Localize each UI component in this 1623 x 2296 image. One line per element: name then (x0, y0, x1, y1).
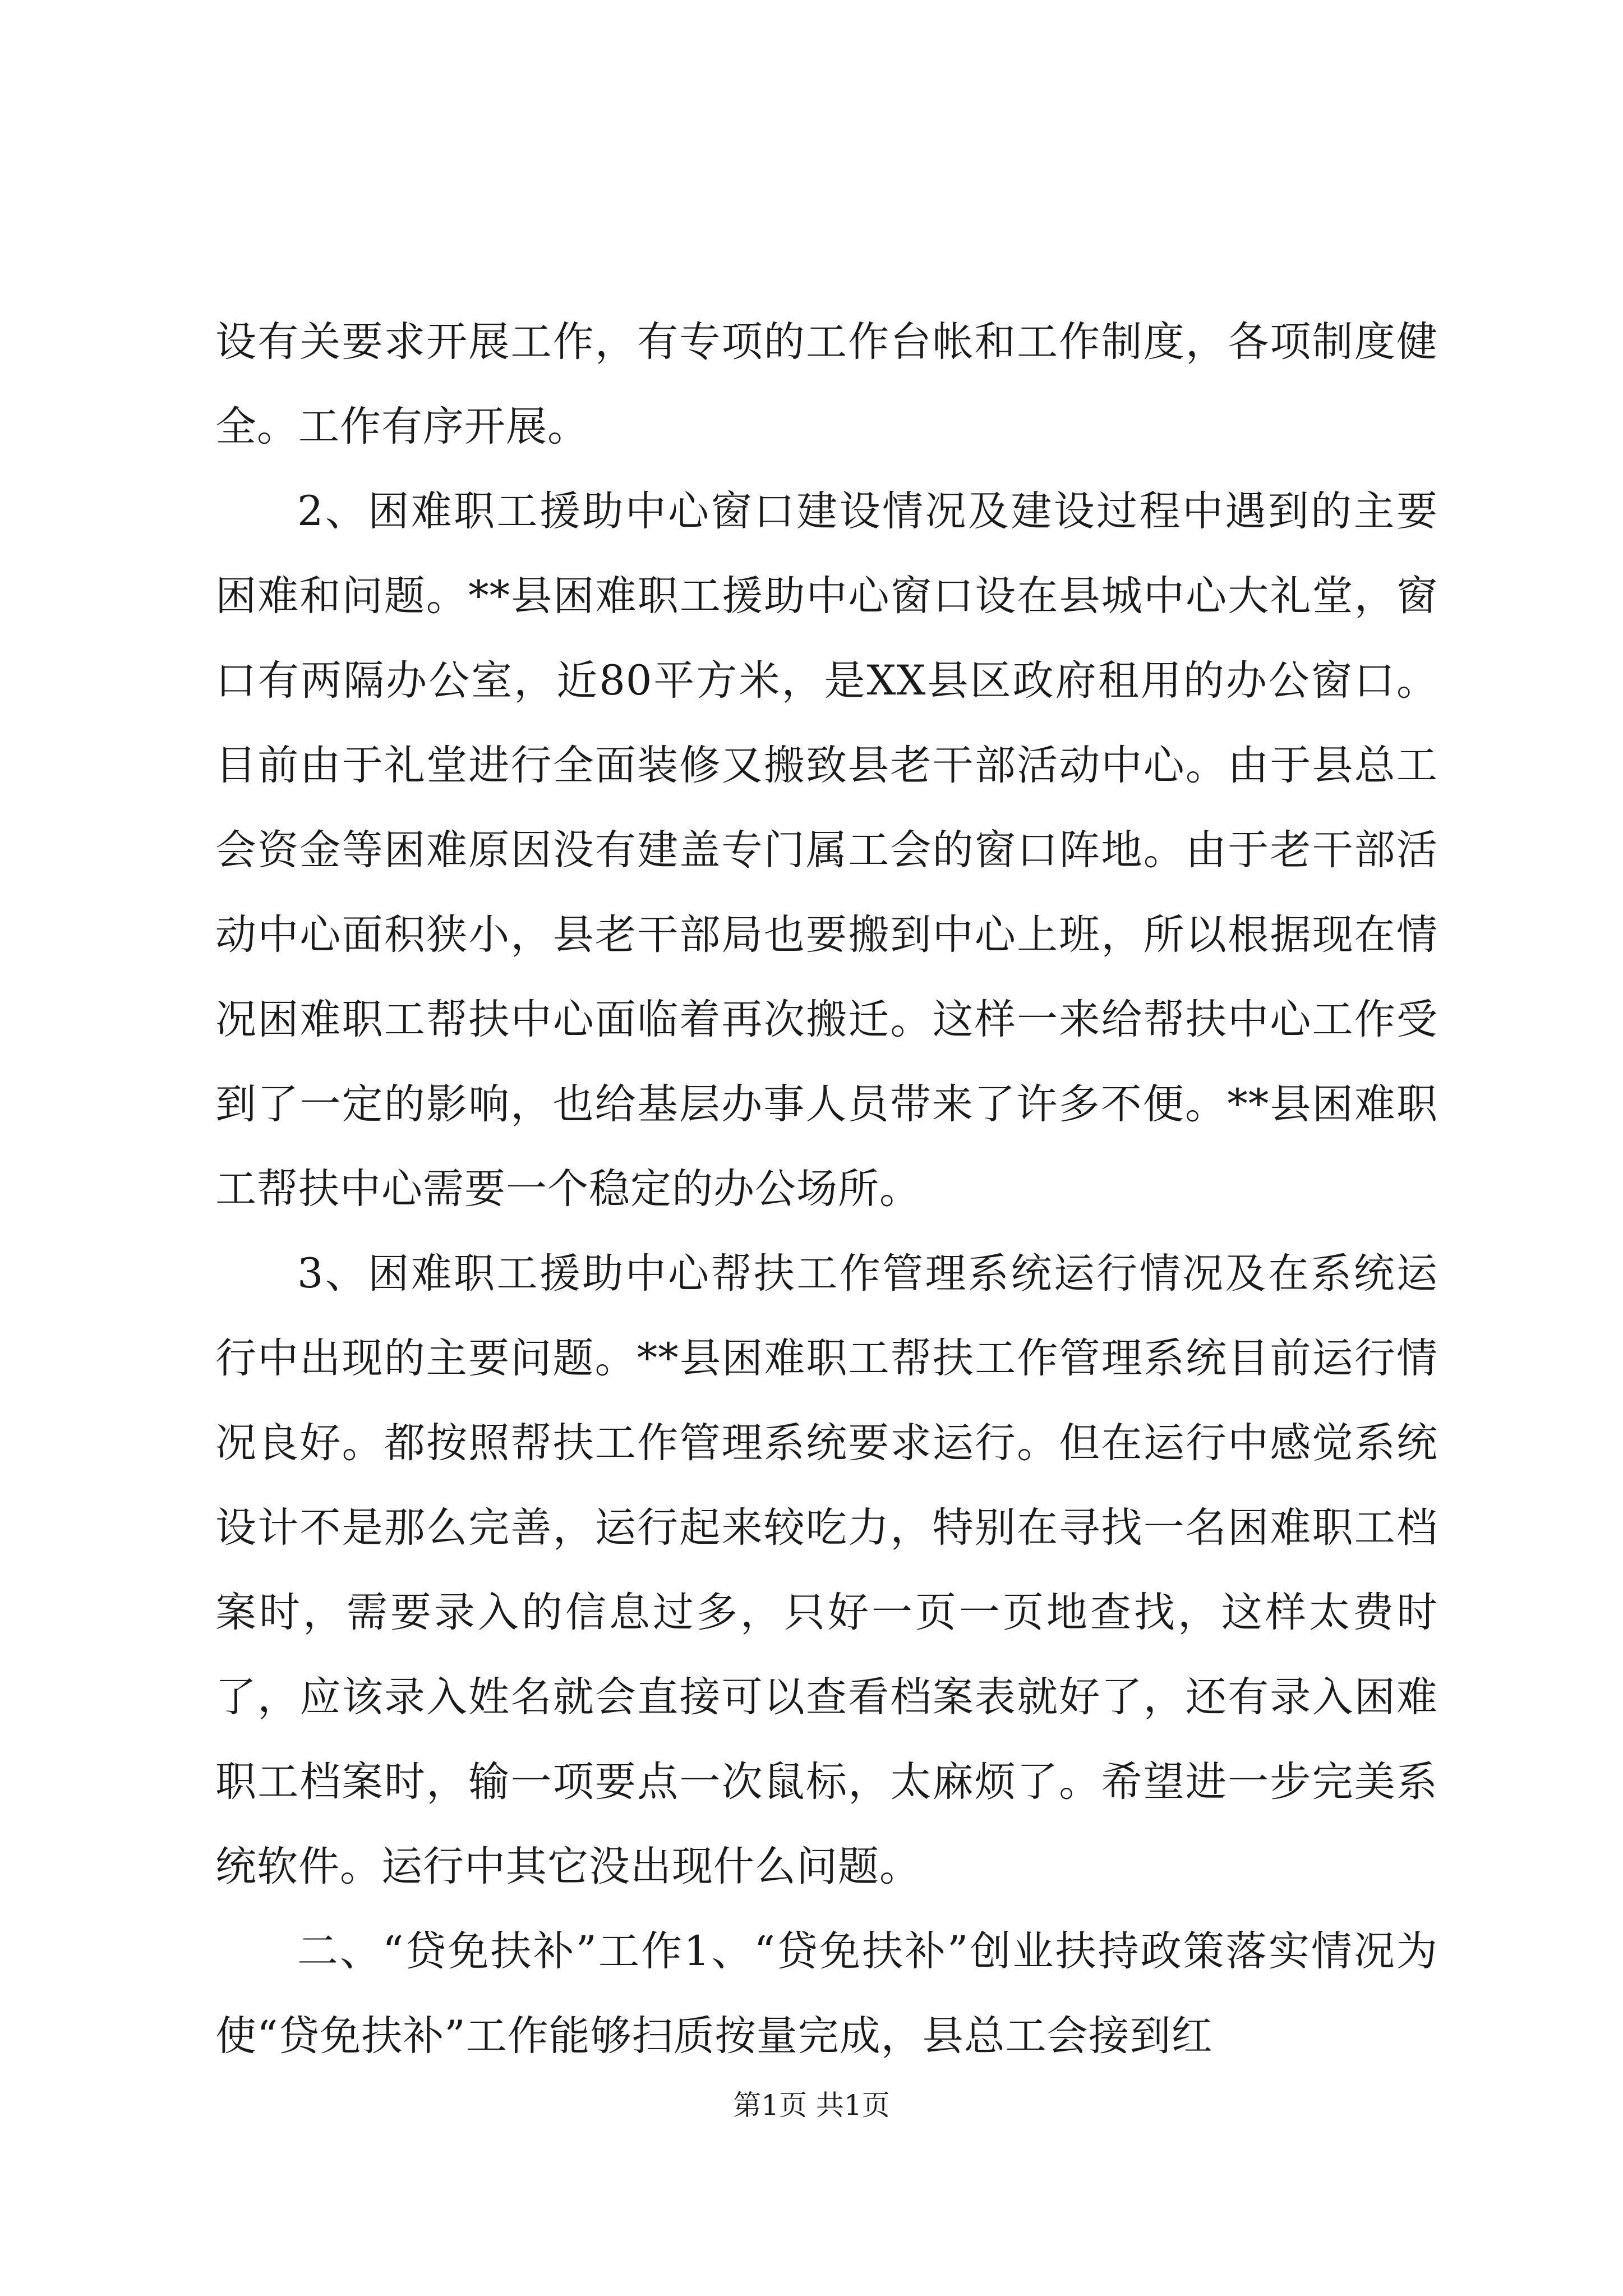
paragraph-management-system: 3、困难职工援助中心帮扶工作管理系统运行情况及在系统运行中出现的主要问题。**县困难职工帮扶工作管理系统目前运行情况良好。都按照帮扶工作管理系统要求运行。但在运行中感觉系统设计不是那么完善，运行起来较吃力，特别在寻找一名困难职工档案时，需要录入的信息过多，只好一页一页地查找，这样太费时了，应该录入姓名就会直接可以查看档案表就好了，还有录入困难职工档案时，输一项要点一次鼠标，太麻烦了。希望进一步完美系统软件。运行中其它没出现什么问题。 (215, 1250, 1438, 1890)
document-body (215, 300, 1438, 2078)
paragraph-window-construction: 2、困难职工援助中心窗口建设情况及建设过程中遇到的主要困难和问题。**县困难职工援助中心窗口设在县城中心大礼堂，窗口有两隔办公室，近80平方米，是XX县区政府租用的办公窗口。目前由于礼堂进行全面装修又搬致县老干部活动中心。由于县总工会资金等困难原因没有建盖专门属工会的窗口阵地。由于老干部活动中心面积狭小，县老干部局也要搬到中心上班，所以根据现在情况困难职工帮扶中心面临着再次搬迁。这样一来给帮扶中心工作受到了一定的影响，也给基层办事人员带来了许多不便。**县困难职工帮扶中心需要一个稳定的办公场所。 (215, 487, 1438, 1213)
paragraph-continuation: 设有关要求开展工作，有专项的工作台帐和工作制度，各项制度健全。工作有序开展。 (215, 318, 1438, 450)
paragraph-loan-support: 二、“贷免扶补”工作1、“贷免扶补”创业扶持政策落实情况为使“贷免扶补”工作能够扫质按量完成，县总工会接到红 (215, 1927, 1438, 2060)
page-footer: 第1页 共1页 (733, 2089, 890, 2122)
